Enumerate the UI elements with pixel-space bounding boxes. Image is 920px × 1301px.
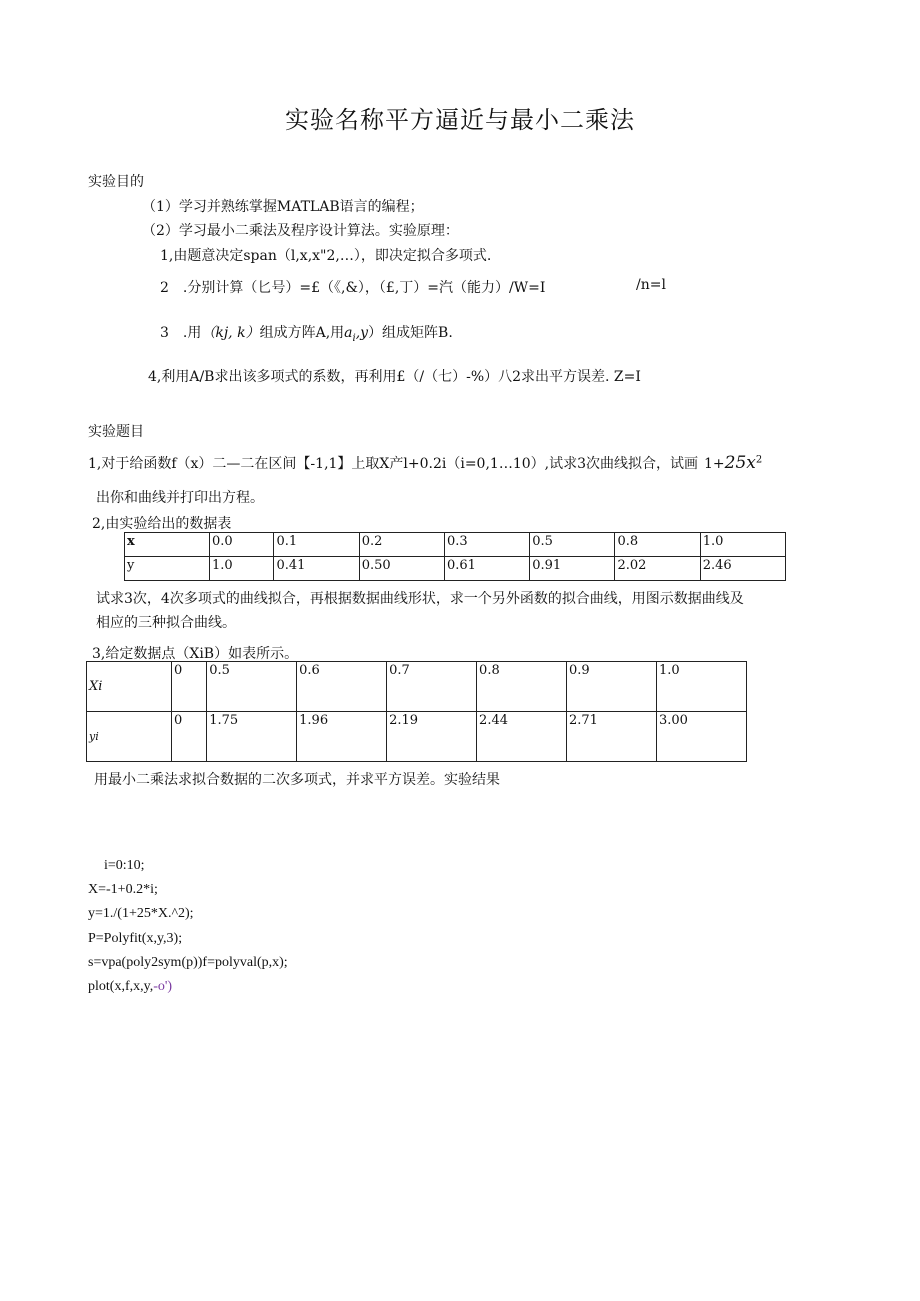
principle-step-1: 1,由题意决定span（l,x,x"2,…），即决定拟合多项式. [160, 248, 492, 264]
code-line-2: X=-1+0.2*i; [88, 882, 158, 897]
problem-1-cont: 出你和曲线并打印出方程。 [96, 490, 264, 506]
problem-3: 3,给定数据点（XiB）如表所示。 [92, 646, 299, 662]
step3-kjk: （kj, k） [201, 325, 260, 341]
table-cell: 0.0 [210, 533, 274, 557]
code-line-6 [88, 979, 172, 995]
table-cell: 1.0 [656, 662, 746, 712]
table-cell: 0 [172, 712, 207, 762]
table-row [125, 533, 786, 557]
table-cell: 0.5 [207, 662, 297, 712]
purpose-heading: 实验目的 [88, 174, 144, 190]
table-cell: x [125, 533, 210, 557]
table-cell: 0 [172, 662, 207, 712]
step3-suffix: ）组成矩阵B. [368, 325, 453, 341]
table-cell: 2.44 [477, 712, 567, 762]
table-cell: 0.3 [444, 533, 529, 557]
code-line-6-main: plot(x,f,x,y, [88, 979, 154, 994]
problem-1-formula-b: 25x [724, 453, 756, 473]
table-row [87, 662, 747, 712]
problem-1-text: 1,对于给函数f（x）二—二在区间【-1,1】上取X产l+0.2i（i=0,1…10）,试求3次曲线拟合，试画 [88, 456, 698, 472]
table-cell: 0.7 [387, 662, 477, 712]
purpose-item-2: （2）学习最小二乘法及程序设计算法。实验原理： [142, 223, 459, 239]
table-cell: 0.2 [359, 533, 444, 557]
step3-mid: 组成方阵A,用 [259, 325, 345, 341]
code-line-5: s=vpa(poly2sym(p))f=polyval(p,x); [88, 955, 288, 970]
data-table-2 [86, 661, 747, 762]
code-line-6-string: -o') [153, 979, 173, 994]
principle-step-2-tail: /n=l [636, 277, 666, 293]
principle-step-4: 4,利用A/B求出该多项式的系数，再利用£（/（七）-%）八2求出平方误差. Z=I [148, 369, 641, 385]
table-cell: 1.0 [210, 557, 274, 581]
data-table-1 [124, 532, 786, 581]
table-cell: 1.96 [297, 712, 387, 762]
code-line-4: P=Polyfit(x,y,3); [88, 931, 183, 946]
table-cell: yi [87, 712, 172, 762]
principle-step-3 [160, 322, 453, 344]
principle-step-2: 2 .分别计算（匕号）=£（《,&），（£,丁）=汽（能力）/W=I [160, 280, 546, 296]
table-cell: 0.5 [530, 533, 615, 557]
step3-sub-i: i [352, 332, 356, 344]
table-cell: 2.19 [387, 712, 477, 762]
table-cell: 0.8 [477, 662, 567, 712]
problem-1-formula-a: 1+ [704, 456, 725, 472]
table-cell: 2.71 [567, 712, 657, 762]
step3-y: ,y [355, 325, 369, 341]
table-row [87, 712, 747, 762]
problem-2: 2,由实验给出的数据表 [92, 516, 232, 532]
table-cell: 2.02 [615, 557, 700, 581]
table-cell: 0.1 [274, 533, 359, 557]
problem-1-formula-c: 2 [755, 454, 763, 466]
table-cell: 0.50 [359, 557, 444, 581]
problem-1 [88, 453, 762, 473]
code-line-3: y=1./(1+25*X.^2); [88, 906, 194, 921]
table-cell: Xi [87, 662, 172, 712]
table-row [125, 557, 786, 581]
problem-2-cont-1: 试求3次，4次多项式的曲线拟合，再根据数据曲线形状，求一个另外函数的拟合曲线，用图示数据曲线及 [96, 591, 744, 607]
table-cell: 3.00 [656, 712, 746, 762]
step3-a: a [344, 325, 353, 341]
table-cell: 0.41 [274, 557, 359, 581]
problems-heading: 实验题目 [88, 424, 144, 440]
table-cell: 0.6 [297, 662, 387, 712]
table-cell: y [125, 557, 210, 581]
problem-3-cont: 用最小二乘法求拟合数据的二次多项式，并求平方误差。实验结果 [94, 772, 500, 788]
table-cell: 2.46 [700, 557, 785, 581]
table-cell: 0.8 [615, 533, 700, 557]
table-cell: 1.0 [700, 533, 785, 557]
problem-2-cont-2: 相应的三种拟合曲线。 [96, 615, 236, 631]
code-line-1: i=0:10; [104, 858, 145, 873]
step3-prefix: 3 .用 [160, 325, 202, 341]
table-cell: 0.91 [530, 557, 615, 581]
purpose-item-1: （1）学习并熟练掌握MATLAB语言的编程； [142, 199, 424, 215]
page-title: 实验名称平方逼近与最小二乘法 [285, 106, 635, 134]
table-cell: 0.9 [567, 662, 657, 712]
table-cell: 1.75 [207, 712, 297, 762]
table-cell: 0.61 [444, 557, 529, 581]
